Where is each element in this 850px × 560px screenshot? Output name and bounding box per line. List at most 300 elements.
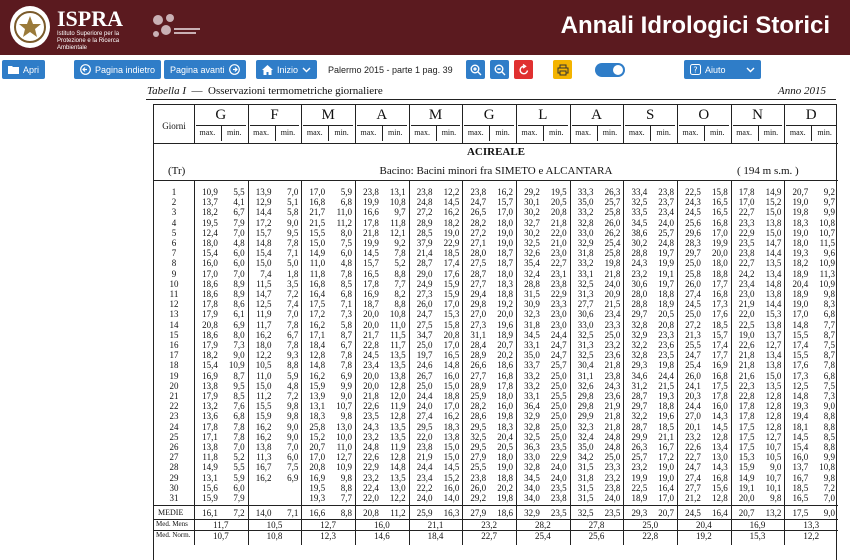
cell-value: 34,5 <box>631 217 648 228</box>
cell-value: 11,2 <box>336 217 352 228</box>
cell-value: 10,7 <box>765 472 782 483</box>
cell-value: 12,0 <box>389 391 406 401</box>
cell-value: 16,2 <box>309 319 326 330</box>
cell-value: 31,8 <box>524 319 540 330</box>
cell-value: 16,0 <box>497 401 513 412</box>
cell-value: 25,4 <box>604 238 621 248</box>
cell-value: 13,0 <box>389 482 406 493</box>
cell-value: 18,8 <box>497 289 513 299</box>
cell-value: 19,3 <box>792 401 809 412</box>
cell-value: 17,1 <box>202 431 218 442</box>
cell-value: 15,5 <box>792 329 809 340</box>
cell-value: 19,5 <box>550 187 567 197</box>
cell-value: 17,0 <box>738 197 755 208</box>
day-number: 25 <box>169 431 179 442</box>
cell-value: 13,5 <box>765 258 782 269</box>
cell-value: 24,7 <box>470 197 487 208</box>
cell-value: 25,0 <box>550 380 567 391</box>
cell-value: 13,8 <box>443 431 460 442</box>
medie-value: 16,6 <box>309 508 326 519</box>
cell-value: 18,5 <box>443 248 460 259</box>
cell-value: 9,0 <box>287 431 299 442</box>
cell-value: 17,0 <box>792 309 809 320</box>
cell-value: 18,5 <box>792 482 809 493</box>
cell-value: 19,5 <box>309 482 326 493</box>
medie-value: 24,5 <box>685 508 701 519</box>
cell-value: 7,9 <box>233 217 245 228</box>
cell-value: 17,6 <box>792 360 809 371</box>
cell-value: 18,9 <box>497 329 513 340</box>
cell-value: 8,9 <box>233 289 245 299</box>
cell-value: 16,2 <box>497 187 513 197</box>
cell-value: 15,0 <box>309 238 326 248</box>
reset-button[interactable] <box>514 60 533 79</box>
cell-value: 12,7 <box>765 340 782 350</box>
cell-value: 4,8 <box>287 380 299 391</box>
cell-value: 17,8 <box>738 187 755 197</box>
cell-value: 19,4 <box>792 411 809 422</box>
app-header <box>0 0 850 55</box>
cell-value: 27,4 <box>416 411 433 422</box>
cell-value: 29,5 <box>470 442 487 452</box>
cell-value: 17,4 <box>443 258 460 269</box>
month-summary-divider <box>248 505 249 545</box>
cell-value: 26,6 <box>470 360 487 371</box>
cell-value: 10,7 <box>819 227 836 238</box>
rotate-icon <box>518 64 530 76</box>
cell-value: 16,0 <box>711 401 728 412</box>
cell-value: 6,7 <box>287 329 299 340</box>
cell-value: 18,9 <box>792 289 809 299</box>
cell-value: 19,9 <box>363 238 379 248</box>
month-header: A <box>591 107 602 123</box>
cell-value: 10,0 <box>336 431 352 442</box>
cell-value: 15,9 <box>443 278 460 289</box>
cell-value: 21,2 <box>685 493 701 503</box>
cell-value: 24,5 <box>685 299 701 310</box>
page-info: Palermo 2015 - parte 1 pag. 39 <box>328 62 456 78</box>
cell-value: 19,3 <box>309 493 326 503</box>
cell-value: 16,2 <box>443 411 460 422</box>
cell-value: 21,3 <box>685 329 701 340</box>
cell-value: 27,1 <box>470 238 487 248</box>
max-label: max. <box>575 128 591 137</box>
cell-value: 28,7 <box>631 421 648 432</box>
cell-value: 20,5 <box>550 197 567 208</box>
title-rule <box>146 99 836 100</box>
cell-value: 11,0 <box>390 319 406 330</box>
cell-value: 12,4 <box>202 227 218 238</box>
cell-value: 30,1 <box>524 197 540 208</box>
max-label: max. <box>628 128 645 137</box>
cell-value: 18,2 <box>202 350 218 361</box>
cell-value: 32,9 <box>631 329 648 340</box>
cell-value: 32,8 <box>631 319 648 330</box>
med-norm-value: 18,4 <box>427 531 444 542</box>
cell-value: 19,5 <box>202 217 218 228</box>
medie-value: 23,5 <box>604 508 621 519</box>
cell-value: 18,0 <box>711 258 728 269</box>
cell-value: 24,7 <box>685 350 701 361</box>
cell-value: 23,8 <box>470 472 487 483</box>
cell-value: 9,2 <box>823 187 836 197</box>
cell-value: 21,8 <box>604 268 621 279</box>
open-button[interactable] <box>2 60 45 79</box>
cell-value: 9,9 <box>823 452 836 463</box>
cell-value: 19,8 <box>604 258 621 269</box>
cell-value: 19,2 <box>497 299 513 310</box>
cell-value: 13,7 <box>792 462 809 473</box>
cell-value: 17,0 <box>309 187 326 197</box>
cell-value: 16,9 <box>309 472 326 483</box>
cell-value: 24,5 <box>363 350 379 361</box>
day-number: 26 <box>169 442 179 452</box>
document-page <box>0 85 850 560</box>
cell-value: 15,0 <box>443 380 460 391</box>
cell-value: 14,3 <box>711 411 728 422</box>
cell-value: 13,8 <box>765 217 782 228</box>
cell-value: 15,0 <box>255 258 272 269</box>
cell-value: 17,0 <box>711 227 728 238</box>
cell-value: 30,2 <box>524 207 540 218</box>
cell-value: 30,6 <box>631 278 648 289</box>
cell-value: 9,0 <box>770 462 782 473</box>
cell-value: 7,8 <box>287 319 299 330</box>
cell-value: 18,0 <box>497 268 513 279</box>
cell-value: 4,8 <box>340 258 352 269</box>
cell-value: 8,2 <box>394 289 406 299</box>
max-label: max. <box>253 128 269 137</box>
cell-value: 30,2 <box>631 238 648 248</box>
cell-value: 26,0 <box>685 278 701 289</box>
cell-value: 18,6 <box>497 360 513 371</box>
cell-value: 19,8 <box>497 493 513 503</box>
cell-value: 14,7 <box>765 238 782 248</box>
cell-value: 18,6 <box>202 278 218 289</box>
cell-value: 21,9 <box>604 401 621 412</box>
cell-value: 20,4 <box>792 278 809 289</box>
cell-value: 8,8 <box>823 421 836 432</box>
med-mens-value: 11,7 <box>213 520 229 531</box>
cell-value: 35,0 <box>524 350 540 361</box>
cell-value: 15,5 <box>792 350 809 361</box>
med-norm-value: 10,8 <box>266 531 283 542</box>
cell-value: 17,8 <box>363 217 379 228</box>
cell-value: 6,0 <box>233 258 245 269</box>
print-button[interactable] <box>553 60 572 79</box>
cell-value: 23,8 <box>550 493 567 503</box>
toolbar <box>0 55 850 85</box>
min-label: min. <box>710 128 725 137</box>
day-number: 18 <box>169 360 179 371</box>
cell-value: 13,5 <box>389 472 406 483</box>
cell-value: 17,3 <box>792 370 809 381</box>
day-number: 29 <box>169 472 179 483</box>
cell-value: 33,1 <box>524 391 540 401</box>
medie-value: 23,5 <box>550 508 567 519</box>
cell-value: 28,0 <box>631 289 648 299</box>
cell-value: 22,0 <box>363 493 379 503</box>
cell-value: 8,8 <box>823 442 836 452</box>
cell-value: 23,3 <box>604 462 621 473</box>
cell-value: 7,4 <box>287 299 299 310</box>
cell-value: 9,8 <box>770 493 782 503</box>
cell-value: 18,8 <box>443 391 460 401</box>
med-norm-value: 22,8 <box>642 531 659 542</box>
cell-value: 9,5 <box>233 380 245 391</box>
cell-value: 12,8 <box>765 411 782 422</box>
cell-value: 6,9 <box>233 319 245 330</box>
cell-value: 24,0 <box>416 401 433 412</box>
cell-value: 18,3 <box>497 421 513 432</box>
cell-value: 12,5 <box>792 380 809 391</box>
min-label: min. <box>388 128 403 137</box>
view-toggle[interactable] <box>595 63 625 77</box>
next-page-button[interactable] <box>164 60 246 79</box>
cell-value: 24,7 <box>550 340 567 350</box>
cell-value: 13,5 <box>389 360 406 371</box>
cell-value: 28,2 <box>470 401 487 412</box>
cell-value: 15,8 <box>711 187 728 197</box>
cell-value: 5,5 <box>233 187 245 197</box>
cell-value: 17,8 <box>363 278 379 289</box>
cell-value: 17,6 <box>443 268 460 279</box>
cell-value: 9,8 <box>340 411 352 422</box>
cell-value: 23,2 <box>363 472 379 483</box>
cell-value: 24,8 <box>658 238 675 248</box>
cell-value: 29,4 <box>470 289 487 299</box>
month-summary-divider <box>301 505 302 545</box>
cell-value: 10,9 <box>819 278 836 289</box>
cell-value: 5,0 <box>287 258 299 269</box>
cell-value: 10,8 <box>819 462 836 473</box>
cell-value: 24,3 <box>685 197 701 208</box>
cell-value: 11,8 <box>202 452 218 463</box>
cell-value: 27,7 <box>685 482 701 493</box>
cell-value: 14,7 <box>255 289 272 299</box>
cell-value: 16,0 <box>792 452 809 463</box>
cell-value: 8,8 <box>340 482 352 493</box>
cell-value: 34,5 <box>524 329 540 340</box>
cell-value: 15,9 <box>255 411 272 422</box>
cell-value: 10,7 <box>336 401 352 412</box>
cell-value: 20,7 <box>309 442 326 452</box>
cell-value: 4,8 <box>233 238 245 248</box>
cell-value: 7,3 <box>340 309 352 320</box>
cell-value: 1,8 <box>287 268 299 279</box>
cell-value: 32,3 <box>524 309 540 320</box>
cell-value: 7,1 <box>340 299 352 310</box>
cell-value: 14,8 <box>255 238 272 248</box>
cell-value: 28,3 <box>685 238 701 248</box>
cell-value: 15,0 <box>255 380 272 391</box>
cell-value: 16,8 <box>711 370 728 381</box>
cell-value: 35,4 <box>524 258 540 269</box>
cell-value: 11,8 <box>390 217 406 228</box>
cell-value: 33,2 <box>577 207 594 218</box>
cell-value: 38,6 <box>631 227 648 238</box>
cell-value: 26,2 <box>604 227 621 238</box>
cell-value: 23,5 <box>658 350 675 361</box>
cell-value: 23,4 <box>416 472 433 483</box>
cell-value: 25,8 <box>685 268 701 279</box>
home-button[interactable] <box>256 60 317 79</box>
cell-value: 23,8 <box>604 482 621 493</box>
month-header: M <box>321 107 335 123</box>
cell-value: 15,2 <box>309 431 326 442</box>
printer-icon <box>557 64 569 76</box>
cell-value: 26,3 <box>631 442 648 452</box>
cell-value: 13,4 <box>711 442 728 452</box>
medie-label: MEDIE <box>158 508 184 518</box>
cell-value: 16,5 <box>711 197 728 208</box>
cell-value: 20,0 <box>363 370 379 381</box>
cell-value: 7,0 <box>287 309 299 320</box>
cell-value: 23,8 <box>416 187 433 197</box>
cell-value: 18,4 <box>309 340 326 350</box>
cell-value: 11,9 <box>256 309 272 320</box>
cell-value: 13,8 <box>765 289 782 299</box>
cell-value: 15,7 <box>497 197 513 208</box>
cell-value: 15,7 <box>711 329 728 340</box>
cell-value: 13,5 <box>389 421 406 432</box>
cell-value: 16,5 <box>711 207 728 218</box>
cell-value: 32,8 <box>577 217 594 228</box>
cell-value: 23,0 <box>738 289 755 299</box>
cell-value: 9,9 <box>340 380 352 391</box>
month-header: M <box>428 107 443 123</box>
cell-value: 17,9 <box>202 340 218 350</box>
day-number: 9 <box>171 268 177 279</box>
cell-value: 15,0 <box>765 207 782 218</box>
cell-value: 23,2 <box>685 431 701 442</box>
cell-value: 22,5 <box>738 319 755 330</box>
cell-value: 23,3 <box>738 217 755 228</box>
cell-value: 18,9 <box>792 268 809 279</box>
cell-value: 25,0 <box>550 370 567 381</box>
zoom-in-button[interactable] <box>466 60 485 79</box>
cell-value: 20,8 <box>309 462 326 473</box>
cell-value: 20,0 <box>711 248 728 259</box>
home-icon <box>262 65 273 75</box>
med-mens-value: 27,8 <box>588 520 605 531</box>
cell-value: 23,8 <box>416 442 433 452</box>
cell-value: 25,5 <box>685 340 701 350</box>
month-body-divider <box>516 180 517 505</box>
cell-value: 23,8 <box>363 187 379 197</box>
arrow-right-icon <box>229 64 240 75</box>
cell-value: 7,5 <box>823 340 836 350</box>
day-number: 6 <box>171 238 177 248</box>
cell-value: 27,7 <box>470 278 487 289</box>
cell-value: 19,8 <box>658 360 675 371</box>
cell-value: 7,0 <box>287 442 299 452</box>
cell-value: 7,0 <box>233 442 245 452</box>
cell-value: 13,5 <box>389 350 406 361</box>
cell-value: 11,7 <box>256 319 272 330</box>
medie-value: 32,9 <box>524 508 540 519</box>
cell-value: 9,8 <box>823 289 836 299</box>
cell-value: 8,7 <box>823 329 836 340</box>
cell-value: 21,1 <box>658 431 675 442</box>
cell-value: 33,2 <box>524 370 540 381</box>
prev-page-button[interactable] <box>74 60 161 79</box>
month-body-divider <box>248 180 249 505</box>
min-label: min. <box>656 128 671 137</box>
cell-value: 32,7 <box>524 217 540 228</box>
cell-value: 23,5 <box>363 411 379 422</box>
cell-value: 5,9 <box>340 187 352 197</box>
cell-value: 28,6 <box>470 411 487 422</box>
cell-value: 28,9 <box>416 217 433 228</box>
cell-value: 25,0 <box>604 452 621 463</box>
cell-value: 15,4 <box>202 360 218 371</box>
help-button[interactable] <box>684 60 761 79</box>
cell-value: 29,7 <box>631 401 648 412</box>
med-norm-value: 19,2 <box>695 531 712 542</box>
cell-value: 3,5 <box>287 278 299 289</box>
max-label: max. <box>789 128 806 137</box>
cell-value: 27,4 <box>685 289 701 299</box>
day-number: 27 <box>169 452 179 463</box>
med-mens-label: Med. Mens <box>156 520 188 529</box>
prev-page-label: Pagina indietro <box>95 64 156 75</box>
cell-value: 19,3 <box>792 248 809 259</box>
cell-value: 25,7 <box>604 197 621 208</box>
day-number: 24 <box>169 421 179 432</box>
cell-value: 19,0 <box>658 462 675 473</box>
observations-table <box>153 104 837 560</box>
max-label: max. <box>414 128 430 137</box>
cell-value: 23,1 <box>550 268 567 279</box>
cell-value: 23,4 <box>604 309 621 320</box>
cell-value: 7,7 <box>394 278 406 289</box>
cell-value: 29,9 <box>577 411 594 422</box>
cell-value: 21,0 <box>550 238 567 248</box>
cell-value: 22,9 <box>550 289 567 299</box>
cell-value: 21,8 <box>550 217 567 228</box>
cell-value: 25,8 <box>309 421 326 432</box>
cell-value: 16,2 <box>443 207 460 218</box>
cell-value: 34,5 <box>524 472 540 483</box>
medie-value: 11,2 <box>390 508 406 519</box>
cell-value: 23,8 <box>738 248 755 259</box>
cell-value: 9,7 <box>823 197 836 208</box>
cell-value: 30,2 <box>524 227 540 238</box>
max-label: max. <box>360 128 377 137</box>
cell-value: 8,5 <box>233 391 245 401</box>
cell-value: 18,8 <box>711 268 728 279</box>
cell-value: 19,0 <box>792 299 809 310</box>
zoom-out-button[interactable] <box>490 60 509 79</box>
cell-value: 21,8 <box>604 421 621 432</box>
month-header: G <box>483 107 495 123</box>
cell-value: 34,0 <box>524 482 540 493</box>
cell-value: 32,6 <box>524 248 540 259</box>
cell-value: 24,8 <box>363 442 379 452</box>
cell-value: 9,9 <box>823 207 836 218</box>
cell-value: 7,6 <box>233 401 245 412</box>
cell-value: 26,0 <box>470 482 487 493</box>
cell-value: 32,5 <box>524 238 540 248</box>
cell-value: 11,5 <box>390 329 406 340</box>
basin-label: Bacino: Bacini minori fra SIMETO e ALCANTARA <box>379 165 613 177</box>
cell-value: 24,4 <box>685 401 701 412</box>
cell-value: 6,0 <box>233 248 245 259</box>
cell-value: 21,8 <box>363 227 379 238</box>
cell-value: 19,0 <box>497 462 513 473</box>
cell-value: 22,3 <box>738 380 755 391</box>
